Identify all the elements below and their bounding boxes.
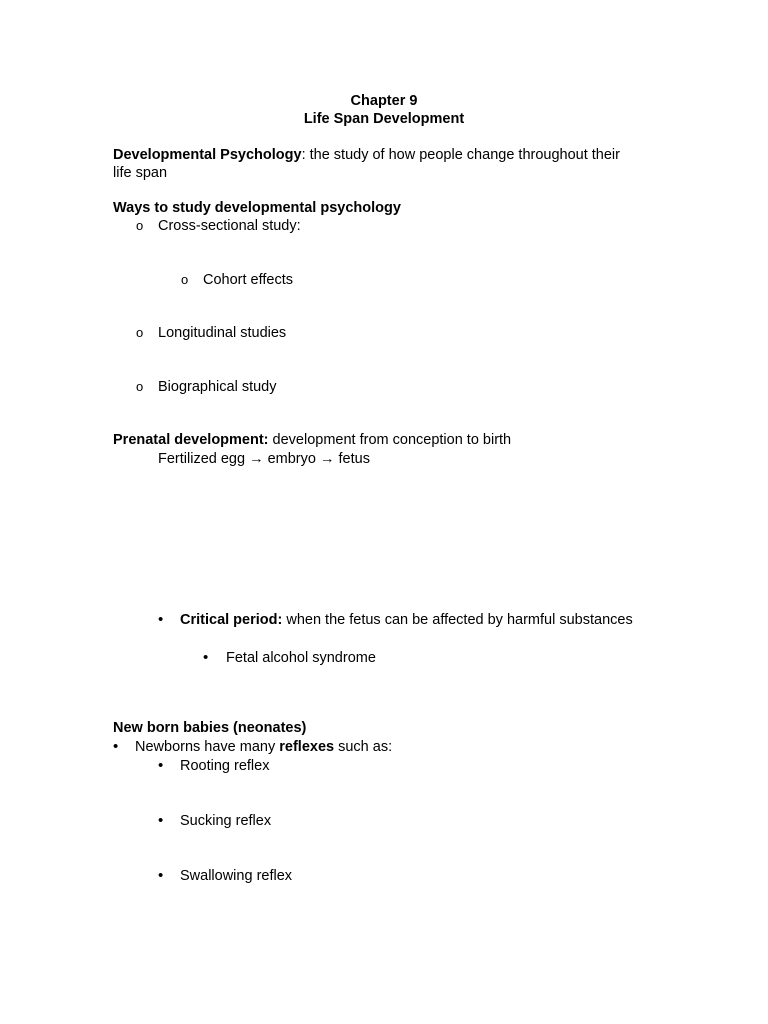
definition-term: Developmental Psychology [113, 147, 302, 163]
page-title: Life Span Development [303, 111, 465, 127]
list-item-cross-sectional: Cross-sectional study: [158, 218, 301, 234]
prenatal-definition [113, 431, 511, 449]
bullet-circle-icon: o [136, 379, 144, 394]
newborns-intro [135, 738, 392, 756]
bullet-dot-icon: • [113, 738, 119, 755]
prenatal-term: Prenatal development: [113, 432, 269, 448]
critical-period-text: when the fetus can be affected by harmful substances [282, 612, 633, 628]
definition-text: : the study of how people change throughout their [301, 147, 620, 163]
bullet-circle-icon: o [136, 325, 144, 340]
reflex-rooting: Rooting reflex [180, 758, 270, 774]
ways-heading: Ways to study developmental psychology [113, 200, 401, 216]
list-item-biographical: Biographical study [158, 379, 277, 395]
newborns-intro-bold: reflexes [279, 739, 335, 755]
bullet-circle-icon: o [136, 218, 144, 233]
bullet-dot-icon: • [203, 649, 209, 666]
prenatal-sequence: Fertilized egg → embryo → fetus [158, 451, 370, 467]
newborns-intro-pre: Newborns have many [135, 739, 280, 755]
bullet-dot-icon: • [158, 757, 164, 774]
newborns-intro-post: such as: [334, 739, 393, 755]
newborns-heading: New born babies (neonates) [113, 720, 307, 736]
reflex-sucking: Sucking reflex [180, 813, 272, 829]
list-item-cohort-effects: Cohort effects [203, 272, 294, 288]
critical-period-term: Critical period: [180, 612, 283, 628]
critical-period-item [180, 611, 633, 629]
bullet-dot-icon: • [158, 867, 164, 884]
bullet-dot-icon: • [158, 611, 164, 628]
definition-line-1 [113, 146, 620, 164]
list-item-longitudinal: Longitudinal studies [158, 325, 287, 341]
prenatal-text: development from conception to birth [268, 432, 512, 448]
bullet-circle-icon: o [181, 272, 189, 287]
chapter-number: Chapter 9 [350, 93, 418, 109]
reflex-swallowing: Swallowing reflex [180, 868, 293, 884]
fetal-alcohol-item: Fetal alcohol syndrome [226, 650, 376, 666]
definition-line-2: life span [113, 165, 168, 181]
bullet-dot-icon: • [158, 812, 164, 829]
